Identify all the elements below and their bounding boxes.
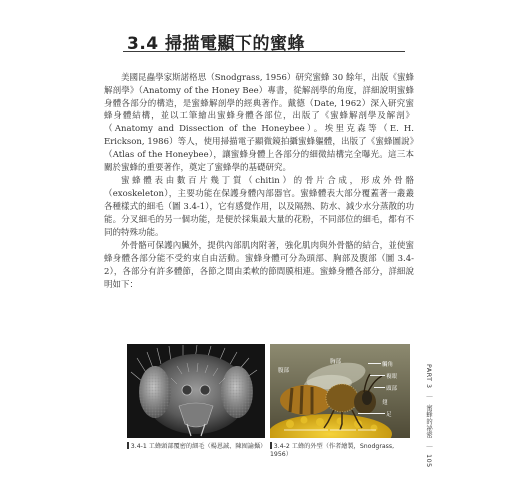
figure-bee-morphology bbox=[270, 344, 410, 438]
label-antenna: 觸角 bbox=[382, 362, 394, 368]
caption-figure-1 bbox=[127, 442, 267, 451]
section-title: 3.4 掃描電顯下的蜜蜂 bbox=[127, 34, 306, 54]
page-number: 105 bbox=[425, 454, 432, 468]
callout-line bbox=[374, 387, 385, 388]
side-tab-divider: ｜ bbox=[425, 393, 432, 400]
label-wing: 翅 bbox=[382, 400, 388, 406]
label-thorax: 胸部 bbox=[330, 359, 342, 365]
label-head: 頭部 bbox=[386, 386, 398, 392]
caption-figure-2 bbox=[270, 442, 410, 459]
paragraph-3: 外骨骼可保護內臟外，提供內部肌肉附著，強化肌肉與外骨骼的結合，並使蜜蜂身體各部分能不受約束自由活動。蜜蜂身體可分為頭部、胸部及腹部（圖 3.4-2），各部分有許多體節，各節之間由柔軟的節間膜相連。蜜蜂身體各部分，詳細說明如下： bbox=[104, 241, 414, 290]
figure-bee-head-sem bbox=[127, 344, 265, 438]
callout-line bbox=[370, 375, 385, 376]
side-tab-divider: ｜ bbox=[425, 442, 432, 450]
callout-line bbox=[368, 363, 381, 364]
side-tab-title: 蜜蜂的祕密 bbox=[425, 404, 432, 439]
callout-line bbox=[358, 413, 385, 414]
caption-marker bbox=[270, 442, 272, 449]
caption-figure-2-text: 3.4-2 工蜂的外型（作者繪製，Snodgrass, 1956） bbox=[270, 443, 395, 458]
label-abdomen: 腹部 bbox=[278, 368, 290, 374]
body-text bbox=[104, 72, 414, 293]
caption-marker bbox=[127, 442, 129, 449]
paragraph-1: 美國昆蟲學家斯諾格思（Snodgrass, 1956）研究蜜蜂 30 餘年，出版《蜜蜂解剖學》（Anatomy of the Honey Bee）專書，從解剖學的角度，詳細說明蜜蜂身體各部分的構造，是蜜蜂解剖學的經典著作。戴德（Date, 1962）深入研究蜜蜂身體結構，並以工筆繪出蜜蜂身體各部位，出版了《蜜蜂解剖學及解剖》（Anatomy and Dissection of the Honeybee）。埃里克森等（E. H. Erickson, 1986）等人，使用掃描電子顯微鏡拍攝蜜蜂軀體，出版了《蜜蜂圖說》（Atlas of the Honeybee），讓蜜蜂身體上各部分的細微結構完全曝光。這三本關於蜜蜂的重要著作，奠定了蜜蜂學的基礎研究。 bbox=[104, 73, 414, 173]
paragraph-2: 蜜蜂體表由數百片幾丁質（chitin）的骨片合成，形成外骨骼（exoskeleton），主要功能在保護身體內部器官。蜜蜂體表大部分覆蓋著一叢叢各種樣式的細毛（圖 3.4-1），它有感覺作用，以及隔熱、防水、減少水分蒸散的功能。分叉細毛的另一個功能，是便於採集最大量的花粉，不同部位的細毛，都有不同的特殊功能。 bbox=[104, 176, 414, 238]
bee-head-sem-image bbox=[127, 344, 265, 438]
side-tab bbox=[424, 364, 433, 468]
label-leg: 足 bbox=[386, 412, 392, 418]
section-title-bar bbox=[123, 25, 405, 52]
side-tab-part: PART 3 bbox=[425, 364, 432, 389]
caption-figure-1-text: 3.4-1 工蜂頭部覆密的細毛（楊恩誠、陳囿諭攝） bbox=[130, 443, 267, 450]
label-compound-eye: 複眼 bbox=[386, 374, 398, 380]
